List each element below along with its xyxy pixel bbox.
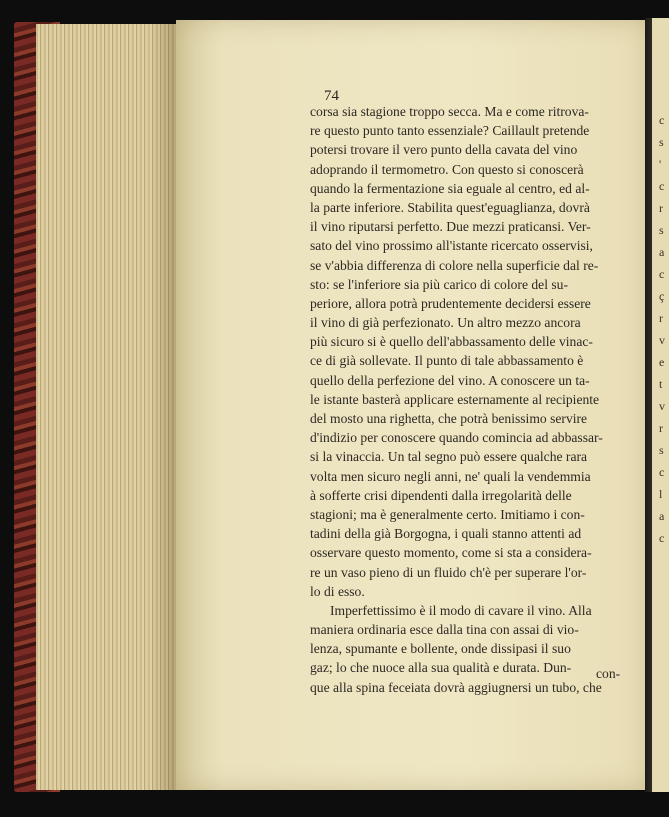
text-line: quello della perfezione del vino. A conoscere un ta- <box>310 372 590 388</box>
text-line: del mosto una righetta, che potrà benissimo servire <box>310 411 588 426</box>
text-line: quando la fermentazione sia eguale al centro, ed al- <box>310 180 590 196</box>
text-line: se v'abbia differenza di colore nella superficie dal re- <box>310 257 599 273</box>
text-line: adoprando il termometro. Con questo si conoscerà <box>310 161 584 177</box>
text-line: ce di già sollevate. Il punto di tale abbassamento è <box>310 353 584 369</box>
next-page-letter: c <box>659 465 665 479</box>
next-page-letter: ç <box>659 289 665 303</box>
text-line: sato del vino prossimo all'istante ricercato osservisi, <box>310 238 593 254</box>
next-page-letter: s <box>659 223 664 237</box>
text-line: Imperfettissimo è il modo di cavare il vino. Alla <box>330 602 592 618</box>
text-line: il vino di già perfezionato. Un altro mezzo ancora <box>310 315 581 331</box>
text-line: re un vaso pieno di un fluido ch'è per superare l'or- <box>310 564 587 580</box>
text-line: maniera ordinaria esce dalla tina con assai di vio- <box>310 622 579 638</box>
text-line: tadini della già Borgogna, i quali stanno attenti ad <box>310 526 582 542</box>
text-line: periore, allora potrà prudentemente decidersi essere <box>310 295 591 311</box>
text-line: le istante basterà applicare esternamente al recipiente <box>310 391 600 407</box>
next-page-letter: r <box>659 311 663 325</box>
page-text <box>310 102 628 697</box>
next-page-edge <box>652 18 669 792</box>
text-line: volta men sicuro negli anni, ne' quali la vendemmia <box>310 468 591 484</box>
next-page-letter: t <box>659 377 663 391</box>
next-page-letter: r <box>659 421 663 435</box>
text-line: osservare questo momento, come si sta a considera- <box>310 545 592 561</box>
text-line: gaz; lo che nuoce alla sua qualità e durata. Dun- <box>310 660 572 676</box>
text-line: potersi trovare il vero punto della cavata del vino <box>310 142 578 158</box>
text-line: si la vinaccia. Un tal segno può essere qualche rara <box>310 449 588 465</box>
text-line: re questo punto tanto essenziale? Caillault pretende <box>310 123 590 139</box>
next-page-letter: v <box>659 399 665 413</box>
text-line: que alla spina feceiata dovrà aggiugnersi un tubo, che <box>310 679 602 695</box>
next-page-letter: l <box>659 487 663 501</box>
next-page-letter: ' <box>659 157 662 171</box>
text-line: d'indizio per conoscere quando comincia ad abbassar- <box>310 430 603 446</box>
next-page-letter: c <box>659 179 665 193</box>
text-line: corsa sia stagione troppo secca. Ma e come ritrova- <box>310 104 589 119</box>
text-line: il vino riputarsi perfetto. Due mezzi praticansi. Ver- <box>310 219 591 235</box>
next-page-letter: s <box>659 443 664 457</box>
catchword: con- <box>596 666 621 681</box>
next-page-letter: e <box>659 355 665 369</box>
text-line: lenza, spumante e bollente, onde dissipasi il suo <box>310 641 571 657</box>
next-page-letter: s <box>659 135 664 149</box>
next-page-letter: c <box>659 113 665 127</box>
next-page-letter: r <box>659 201 663 215</box>
text-line: la parte inferiore. Stabilita quest'eguaglianza, dovrà <box>310 199 590 215</box>
next-page-letter: a <box>659 509 665 523</box>
text-line: sto: se l'inferiore sia più carico di colore del su- <box>310 276 569 292</box>
book-page <box>176 20 648 790</box>
text-line: più sicuro si è quello dell'abbassamento delle vinac- <box>310 334 593 350</box>
next-page-letter: a <box>659 245 665 259</box>
page-number: 74 <box>324 88 339 104</box>
text-line: lo di esso. <box>310 583 365 599</box>
text-line: stagioni; ma è generalmente certo. Imitiamo i con- <box>310 506 585 522</box>
text-line: à sofferte crisi dipendenti dalla irregolarità delle <box>310 487 572 503</box>
next-page-letter: c <box>659 531 665 545</box>
next-page-letter: v <box>659 333 665 347</box>
next-page-letter: c <box>659 267 665 281</box>
